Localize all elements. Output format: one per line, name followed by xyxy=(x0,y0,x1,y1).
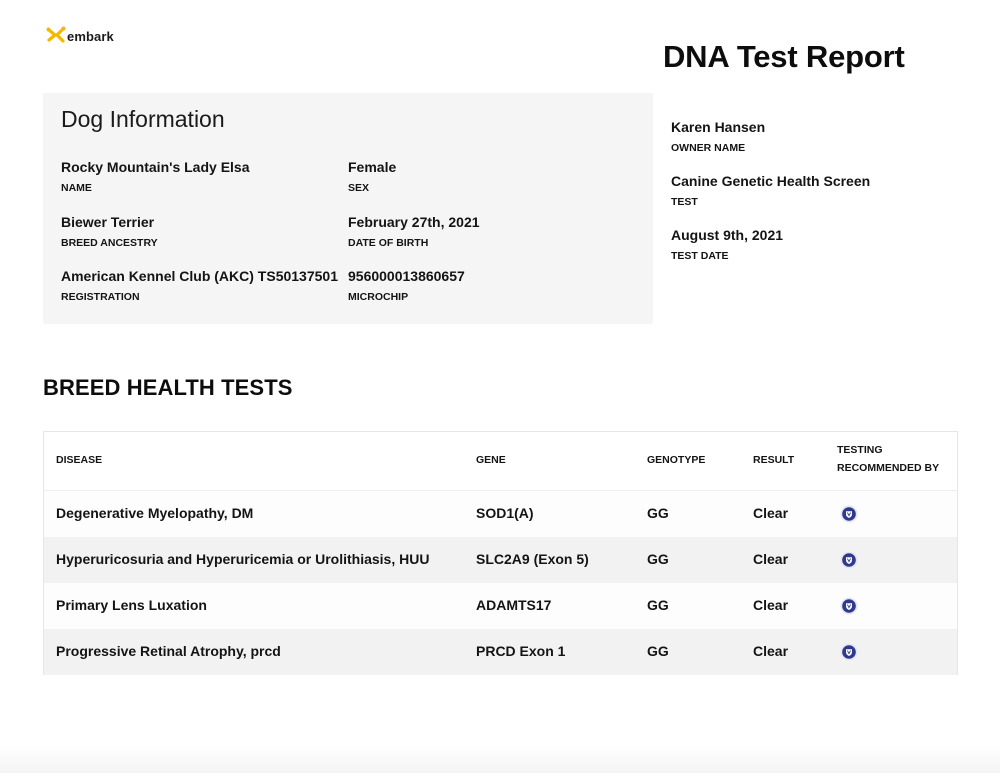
column-header-disease: DISEASE xyxy=(56,454,103,466)
registration-label: REGISTRATION xyxy=(61,291,140,303)
breed-ancestry-field xyxy=(61,214,158,249)
test-date-value: August 9th, 2021 xyxy=(671,227,784,243)
date-of-birth-label: DATE OF BIRTH xyxy=(348,237,429,249)
dog-name-value: Rocky Mountain's Lady Elsa xyxy=(61,159,250,175)
disease-cell: Primary Lens Luxation xyxy=(56,597,207,613)
test-date-label: TEST DATE xyxy=(671,250,729,262)
breed-health-table xyxy=(43,431,958,675)
registration-value: American Kennel Club (AKC) TS50137501 xyxy=(61,268,338,284)
club-seal-icon xyxy=(840,597,858,615)
result-cell: Clear xyxy=(753,597,789,613)
breed-ancestry-label: BREED ANCESTRY xyxy=(61,237,158,249)
gene-cell: PRCD Exon 1 xyxy=(476,643,566,659)
date-of-birth-field xyxy=(348,214,480,249)
table-row xyxy=(44,537,957,583)
column-header-recommended-line1: TESTING xyxy=(837,444,883,456)
club-seal-icon xyxy=(840,505,858,523)
microchip-field xyxy=(348,268,465,303)
sex-field xyxy=(348,159,396,194)
sex-label: SEX xyxy=(348,182,370,194)
column-header-genotype: GENOTYPE xyxy=(647,454,706,466)
microchip-value: 956000013860657 xyxy=(348,268,465,284)
test-label: TEST xyxy=(671,196,698,208)
dog-information-title: Dog Information xyxy=(61,106,225,132)
gene-cell: SOD1(A) xyxy=(476,505,534,521)
result-cell: Clear xyxy=(753,643,789,659)
microchip-label: MICROCHIP xyxy=(348,291,409,303)
sex-value: Female xyxy=(348,159,397,175)
column-header-recommended-line2: RECOMMENDED BY xyxy=(837,462,940,474)
table-header xyxy=(44,432,957,491)
dog-name-label: NAME xyxy=(61,182,92,194)
gene-cell: ADAMTS17 xyxy=(476,597,552,613)
table-row xyxy=(44,629,957,675)
date-of-birth-value: February 27th, 2021 xyxy=(348,214,480,230)
owner-name-label: OWNER NAME xyxy=(671,142,746,154)
genotype-cell: GG xyxy=(647,597,669,613)
breed-health-tests-title: BREED HEALTH TESTS xyxy=(43,375,293,400)
test-field xyxy=(671,173,870,208)
owner-name-value: Karen Hansen xyxy=(671,119,766,135)
embark-logo-icon xyxy=(46,26,66,44)
result-cell: Clear xyxy=(753,505,789,521)
dog-information-panel xyxy=(43,93,653,324)
logo-text: embark xyxy=(67,28,114,44)
column-header-testing-recommended-by xyxy=(837,441,939,477)
breed-ancestry-value: Biewer Terrier xyxy=(61,214,155,230)
table-row xyxy=(44,491,957,537)
disease-cell: Progressive Retinal Atrophy, prcd xyxy=(56,643,281,659)
column-header-gene: GENE xyxy=(476,454,506,466)
club-seal-icon xyxy=(840,643,858,661)
test-date-field xyxy=(671,227,783,262)
genotype-cell: GG xyxy=(647,505,669,521)
table-row xyxy=(44,583,957,629)
disease-cell: Hyperuricosuria and Hyperuricemia or Urolithiasis, HUU xyxy=(56,551,430,567)
dog-name-field xyxy=(61,159,250,194)
column-header-result: RESULT xyxy=(753,454,795,466)
result-cell: Clear xyxy=(753,551,789,567)
owner-name-field xyxy=(671,119,765,154)
embark-logo xyxy=(46,26,114,44)
club-seal-icon xyxy=(840,551,858,569)
genotype-cell: GG xyxy=(647,551,669,567)
report-title: DNA Test Report xyxy=(663,39,905,74)
genotype-cell: GG xyxy=(647,643,669,659)
test-value: Canine Genetic Health Screen xyxy=(671,173,871,189)
registration-field xyxy=(61,268,338,303)
gene-cell: SLC2A9 (Exon 5) xyxy=(476,551,589,567)
disease-cell: Degenerative Myelopathy, DM xyxy=(56,505,254,521)
